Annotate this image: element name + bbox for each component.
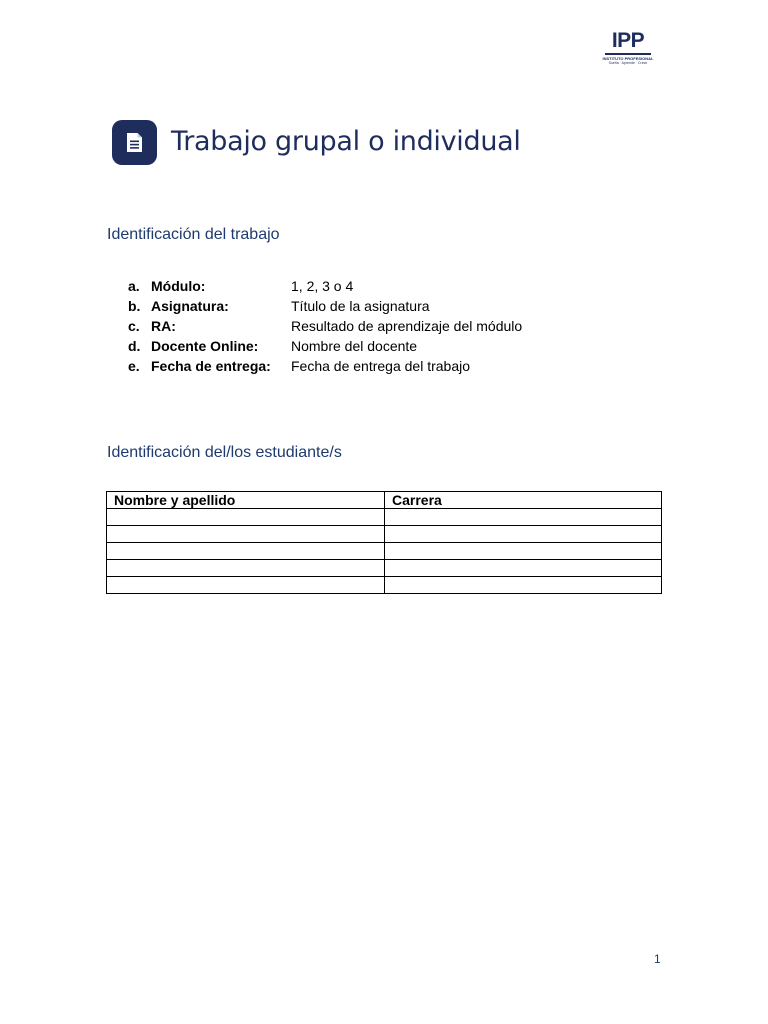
field-label: Módulo: (151, 278, 206, 294)
list-marker: c. (128, 318, 140, 334)
column-header-nombre: Nombre y apellido (107, 492, 385, 509)
field-value: Nombre del docente (291, 338, 418, 354)
field-label: Docente Online: (151, 338, 259, 354)
table-cell-nombre[interactable] (107, 577, 385, 594)
table-row (107, 560, 662, 577)
field-label: RA: (151, 318, 176, 334)
document-icon (112, 120, 157, 165)
table-cell-nombre[interactable] (107, 509, 385, 526)
table-header-row (107, 492, 662, 509)
page-title: Trabajo grupal o individual (171, 126, 521, 157)
ipp-logo (598, 30, 658, 78)
logo-rule (605, 53, 651, 55)
table-cell-carrera[interactable] (385, 526, 662, 543)
students-table (106, 491, 662, 594)
logo-subtitle: INSTITUTO PROFESIONAL (602, 56, 654, 61)
table-row (107, 526, 662, 543)
field-label: Asignatura: (151, 298, 229, 314)
field-value: Resultado de aprendizaje del módulo (291, 318, 523, 334)
section-heading-identificacion-estudiantes: Identificación del/los estudiante/s (107, 444, 342, 461)
table-row (107, 543, 662, 560)
list-item (128, 336, 522, 356)
table-cell-nombre[interactable] (107, 526, 385, 543)
list-item (128, 356, 522, 376)
list-item (128, 316, 522, 336)
table-row (107, 577, 662, 594)
list-marker: e. (128, 358, 140, 374)
work-info-list (128, 276, 522, 376)
list-item (128, 276, 522, 296)
table-cell-carrera[interactable] (385, 543, 662, 560)
list-marker: d. (128, 338, 141, 354)
table-cell-nombre[interactable] (107, 560, 385, 577)
column-header-carrera: Carrera (385, 492, 662, 509)
field-value: Fecha de entrega del trabajo (291, 358, 471, 374)
table-cell-nombre[interactable] (107, 543, 385, 560)
table-cell-carrera[interactable] (385, 560, 662, 577)
field-value: Título de la asignatura (291, 298, 430, 314)
section-heading-identificacion-trabajo: Identificación del trabajo (107, 226, 280, 243)
table-cell-carrera[interactable] (385, 577, 662, 594)
list-marker: a. (128, 278, 140, 294)
table-row (107, 509, 662, 526)
logo-mark: IPP (611, 29, 645, 52)
field-label: Fecha de entrega: (151, 358, 271, 374)
field-value: 1, 2, 3 o 4 (291, 278, 354, 294)
list-item (128, 296, 522, 316)
table-cell-carrera[interactable] (385, 509, 662, 526)
list-marker: b. (128, 298, 141, 314)
logo-tagline: Sueña · Aprende · Crece (608, 61, 648, 65)
page-number: 1 (654, 952, 661, 966)
